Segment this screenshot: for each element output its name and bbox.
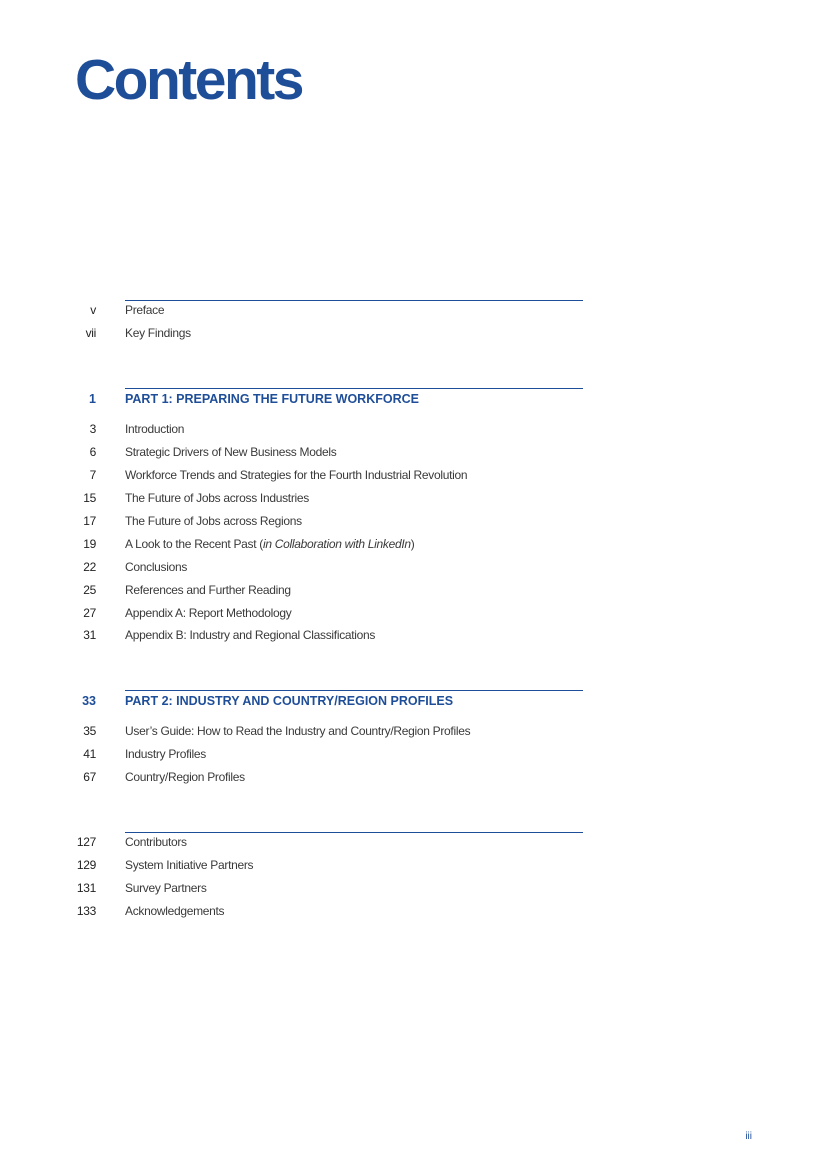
toc-entry-label: Key Findings [125,326,191,340]
toc-page-number: 41 [83,747,96,761]
toc-entry-label: Industry Profiles [125,747,206,761]
section-rule [125,388,583,389]
toc-entry[interactable] [0,444,827,460]
toc-entry-label: System Initiative Partners [125,858,254,872]
toc-entry-label-italic: in Collaboration with LinkedIn [263,537,411,551]
toc-entry[interactable] [0,903,827,919]
toc-page-number: 19 [83,537,96,551]
toc-page-number: 3 [89,422,96,436]
toc-entry-label: Country/Region Profiles [125,770,245,784]
toc-entry-preface[interactable] [0,302,827,318]
toc-entry[interactable] [0,723,827,739]
toc-entry[interactable] [0,627,827,643]
toc-entry-label: Appendix B: Industry and Regional Classifications [125,628,376,642]
toc-entry[interactable] [0,605,827,621]
toc-entry[interactable] [0,769,827,785]
section-rule [125,300,583,301]
toc-entry-label: Contributors [125,835,187,849]
toc-entry-label: User’s Guide: How to Read the Industry and Country/Region Profiles [125,724,471,738]
toc-entry[interactable] [0,857,827,873]
toc-part-heading-label: PART 2: INDUSTRY AND COUNTRY/REGION PROFILES [125,694,454,708]
toc-entry-label: Appendix A: Report Methodology [125,606,292,620]
toc-entry-label [125,536,414,552]
toc-entry-label: Acknowledgements [125,904,225,918]
toc-entry-label: The Future of Jobs across Industries [125,491,309,505]
toc-part-heading-label: PART 1: PREPARING THE FUTURE WORKFORCE [125,392,419,406]
toc-entry[interactable] [0,582,827,598]
section-rule [125,690,583,691]
page-number: iii [745,1131,752,1142]
toc-entry-label-prefix: A Look to the Recent Past ( [125,537,263,551]
toc-page-number: 67 [83,770,96,784]
toc-entry[interactable] [0,467,827,483]
toc-page-number: 25 [83,583,96,597]
toc-page-number: 35 [83,724,96,738]
section-rule [125,832,583,833]
toc-entry-label-suffix: ) [410,537,415,551]
toc-page-number: 31 [83,628,96,642]
toc-page-number: 133 [76,904,96,918]
toc-entry[interactable] [0,513,827,529]
toc-page-number: 27 [83,606,96,620]
toc-entry[interactable] [0,421,827,437]
toc-page-number: v [90,303,96,317]
toc-entry[interactable] [0,834,827,850]
toc-entry-key-findings[interactable] [0,325,827,341]
toc-entry-label: The Future of Jobs across Regions [125,514,302,528]
toc-entry[interactable] [0,746,827,762]
toc-page-number: 33 [82,694,96,708]
toc-entry-label: Conclusions [125,560,188,574]
toc-entry[interactable] [0,559,827,575]
toc-entry-label: Strategic Drivers of New Business Models [125,445,337,459]
toc-entry[interactable] [0,880,827,896]
toc-page-number: 6 [89,445,96,459]
toc-page-number: 15 [83,491,96,505]
toc-entry-label: Introduction [125,422,185,436]
toc-entry-label: Survey Partners [125,881,207,895]
toc-entry[interactable] [0,536,827,552]
toc-page-number: vii [85,326,96,340]
toc-part-2-heading[interactable] [0,693,827,709]
toc-entry-label: Preface [125,303,165,317]
toc-entry-label: References and Further Reading [125,583,291,597]
toc-entry-label: Workforce Trends and Strategies for the Fourth Industrial Revolution [125,468,468,482]
toc-entry[interactable] [0,490,827,506]
page-title: Contents [75,48,302,112]
toc-page-number: 1 [89,392,96,406]
toc-page-number: 7 [89,468,96,482]
toc-page-number: 22 [83,560,96,574]
toc-part-1-heading[interactable] [0,391,827,407]
toc-page-number: 129 [76,858,96,872]
toc-page-number: 127 [76,835,96,849]
toc-page-number: 17 [83,514,96,528]
toc-page-number: 131 [76,881,96,895]
